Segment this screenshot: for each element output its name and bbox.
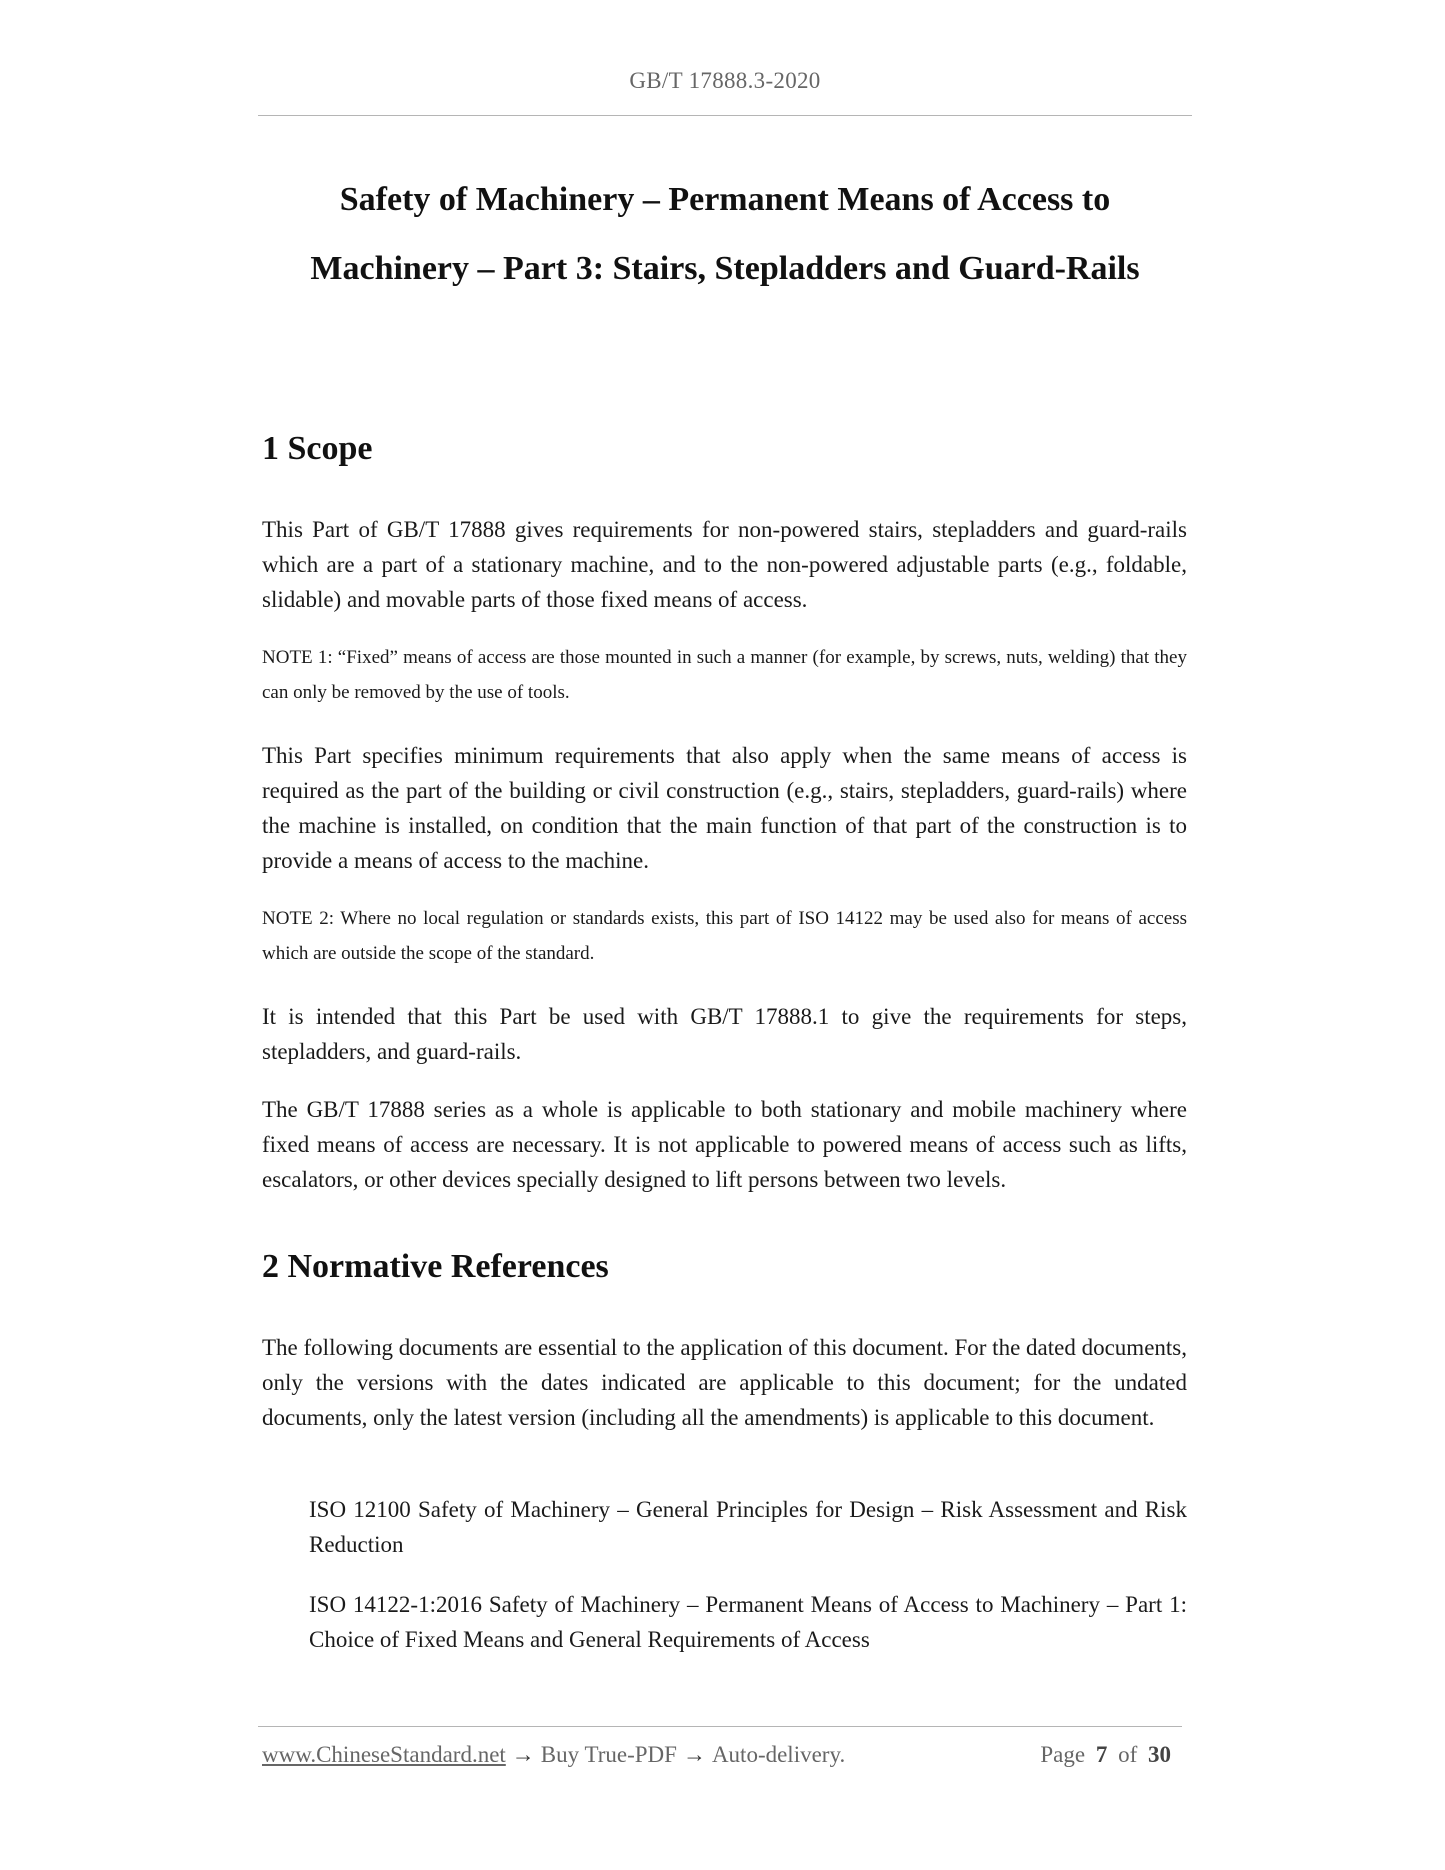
of-label: of — [1118, 1742, 1138, 1767]
scope-paragraph-4: The GB/T 17888 series as a whole is applicable to both stationary and mobile machinery where fixed means of access are necessary. It is not applicable to powered means of access such as lifts, escalators, or other devices specially designed to lift persons between two levels. — [262, 1097, 1187, 1192]
title-line-1: Safety of Machinery – Permanent Means of Access to — [339, 181, 1111, 218]
title-line-2: Machinery – Part 3: Stairs, Stepladders and Guard-Rails — [310, 250, 1140, 287]
arrow-right-icon: → — [682, 1742, 706, 1767]
arrow-right-icon: → — [511, 1742, 535, 1767]
page-label: Page — [1040, 1742, 1086, 1767]
reference-item: ISO 12100 Safety of Machinery – General Principles for Design – Risk Assessment and Risk Reduction — [309, 1497, 1187, 1557]
scope-note-2: NOTE 2: Where no local regulation or standards exists, this part of ISO 14122 may be used also for means of access which are outside the scope of the standard. — [262, 908, 1187, 964]
scope-note-1: NOTE 1: “Fixed” means of access are those mounted in such a manner (for example, by screws, nuts, welding) that they can only be removed by the use of tools. — [262, 647, 1187, 703]
section-heading-normative-references: 2 Normative References — [262, 1248, 609, 1285]
document-title — [258, 165, 1192, 303]
references-intro-paragraph: The following documents are essential to the application of this document. For the dated documents, only the versions with the dates indicated are applicable to this document; for the undated documents, only the latest version (including all the amendments) is applicable to this document. — [262, 1335, 1187, 1430]
scope-paragraph-3: It is intended that this Part be used with GB/T 17888.1 to give the requirements for steps, stepladders, and guard-rails. — [262, 1004, 1187, 1064]
auto-delivery-text: Auto-delivery. — [711, 1742, 846, 1767]
reference-item: ISO 14122-1:2016 Safety of Machinery – Permanent Means of Access to Machinery – Part 1: Choice of Fixed Means and General Requirements of Access — [309, 1592, 1187, 1652]
page-total: 30 — [1148, 1742, 1171, 1767]
page-number: 7 — [1095, 1742, 1108, 1767]
footer-divider — [258, 1726, 1182, 1727]
header-divider — [258, 115, 1192, 116]
website-link[interactable]: www.ChineseStandard.net — [262, 1742, 506, 1767]
scope-paragraph-2: This Part specifies minimum requirements that also apply when the same means of access is required as the part of the building or civil construction (e.g., stairs, stepladders, guard-rails) where the machine is installed, on condition that the main function of that part of the construction is to provide a means of access to the machine. — [262, 743, 1187, 873]
buy-true-pdf-link[interactable]: Buy True-PDF — [540, 1742, 677, 1767]
page-indicator — [1040, 1742, 1176, 1768]
scope-paragraph-1: This Part of GB/T 17888 gives requirements for non-powered stairs, stepladders and guard-rails which are a part of a stationary machine, and to the non-powered adjustable parts (e.g., foldable, slidable) and movable parts of those fixed means of access. — [262, 517, 1187, 612]
running-header: GB/T 17888.3-2020 — [629, 68, 821, 93]
page-footer — [262, 1742, 1182, 1768]
section-heading-scope: 1 Scope — [262, 430, 373, 467]
